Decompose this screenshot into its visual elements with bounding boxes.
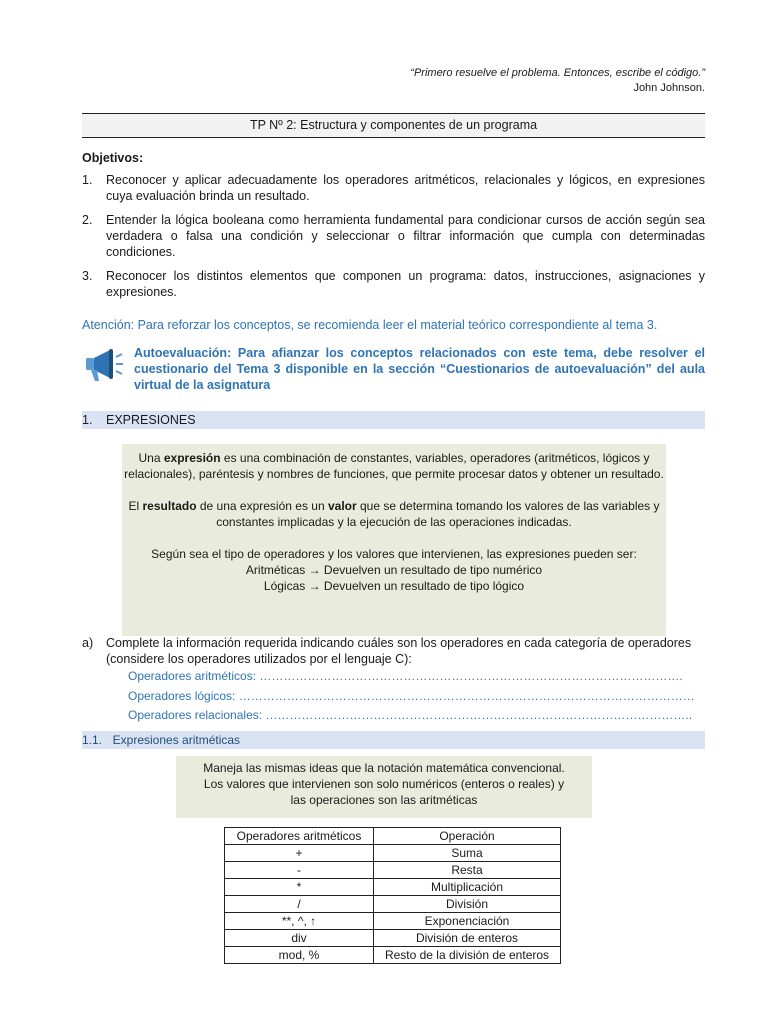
section-number: 1. bbox=[82, 413, 93, 427]
table-cell: mod, % bbox=[225, 947, 374, 964]
table-header-row bbox=[225, 828, 561, 845]
document-title: TP Nº 2: Estructura y componentes de un programa bbox=[82, 113, 705, 138]
question-text: Complete la información requerida indicando cuáles son los operadores en cada categoría de operadores (considere los operadores utilizados por el lenguaje C): bbox=[106, 636, 692, 666]
table-row bbox=[225, 913, 561, 930]
table-cell: **, ^, ↑ bbox=[225, 913, 374, 930]
section-title: EXPRESIONES bbox=[106, 413, 196, 427]
table-row bbox=[225, 896, 561, 913]
text-run: Una bbox=[138, 451, 164, 465]
objectives-list bbox=[82, 172, 705, 308]
answer-line-arithmetic[interactable]: Operadores aritméticos: ……………………………………………………………………………………………. bbox=[128, 669, 683, 683]
table-cell: División bbox=[374, 896, 561, 913]
epigraph-author: John Johnson. bbox=[633, 82, 705, 94]
epigraph bbox=[410, 66, 705, 96]
table-row bbox=[225, 845, 561, 862]
list-text: Reconocer y aplicar adecuadamente los operadores aritméticos, relacionales y lógicos, en expresiones cuya evaluación brinda un resultado. bbox=[106, 173, 705, 203]
table-row bbox=[225, 930, 561, 947]
list-text: Entender la lógica booleana como herramienta fundamental para condicionar cursos de acción según sea verdadera o falsa una condición y seleccionar o filtrar información que cumpla con determinadas condiciones. bbox=[106, 213, 705, 259]
table-row bbox=[225, 947, 561, 964]
bold-term: resultado bbox=[142, 499, 197, 513]
table-cell: Multiplicación bbox=[374, 879, 561, 896]
subsection-heading bbox=[82, 731, 705, 749]
section-heading bbox=[82, 411, 705, 429]
self-evaluation-text: Autoevaluación: Para afianzar los conceptos relacionados con este tema, debe resolver el cuestionario del Tema 3 disponible en la sección “Cuestionarios de autoevaluación” del aula virtual de la asignatura bbox=[134, 346, 705, 392]
arithmetic-info-box bbox=[176, 756, 592, 818]
text-line: Según sea el tipo de operadores y los valores que intervienen, las expresiones pueden ser: bbox=[151, 547, 637, 561]
table-cell: Exponenciación bbox=[374, 913, 561, 930]
table-cell: / bbox=[225, 896, 374, 913]
table-cell: Resta bbox=[374, 862, 561, 879]
megaphone-icon bbox=[82, 345, 134, 393]
table-cell: Resto de la división de enteros bbox=[374, 947, 561, 964]
section-title: Expresiones aritméticas bbox=[112, 733, 241, 747]
definition-paragraph bbox=[122, 450, 666, 482]
text-line: las operaciones son las aritméticas bbox=[290, 793, 478, 807]
table-row bbox=[225, 879, 561, 896]
definition-box bbox=[122, 444, 666, 636]
list-text: Reconocer los distintos elementos que componen un programa: datos, instrucciones, asignaciones y expresiones. bbox=[106, 269, 705, 299]
bold-term: valor bbox=[327, 499, 357, 513]
text-line: Los valores que intervienen son solo numéricos (enteros o reales) y bbox=[203, 777, 565, 791]
objectives-heading: Objetivos: bbox=[82, 151, 144, 165]
operators-table bbox=[224, 827, 561, 964]
column-header: Operación bbox=[374, 828, 561, 845]
table-cell: div bbox=[225, 930, 374, 947]
text-run: de una expresión es un bbox=[196, 499, 328, 513]
text-line: Lógicas → Devuelven un resultado de tipo lógico bbox=[263, 579, 525, 593]
table-cell: - bbox=[225, 862, 374, 879]
list-item bbox=[82, 172, 705, 204]
table-cell: División de enteros bbox=[374, 930, 561, 947]
table-cell: + bbox=[225, 845, 374, 862]
answer-lines bbox=[128, 667, 695, 726]
definition-paragraph bbox=[122, 498, 666, 530]
text-run: es una combinación de constantes, variables, operadores (aritméticos, lógicos y relacionales), paréntesis y nombres de funciones, que permite procesar datos y obtener un resultado. bbox=[124, 451, 664, 481]
list-number: 3. bbox=[82, 269, 93, 283]
text-run: que se determina tomando los valores de las variables y constantes implicadas y la ejecución de las operaciones indicadas. bbox=[216, 499, 660, 529]
table-cell: * bbox=[225, 879, 374, 896]
text-line: Maneja las mismas ideas que la notación matemática convencional. bbox=[203, 761, 565, 775]
list-item bbox=[82, 268, 705, 300]
list-number: 1. bbox=[82, 173, 93, 187]
list-number: 2. bbox=[82, 213, 93, 227]
section-number: 1.1. bbox=[82, 733, 103, 747]
question-number: a) bbox=[82, 636, 94, 650]
answer-line-relational[interactable]: Operadores relacionales: …………………………………………………………………………………………….. bbox=[128, 708, 693, 722]
self-evaluation-note bbox=[82, 345, 705, 393]
question-a bbox=[82, 635, 705, 667]
text-run: El bbox=[128, 499, 143, 513]
bold-term: expresión bbox=[163, 451, 221, 465]
list-item bbox=[82, 212, 705, 260]
definition-paragraph bbox=[122, 546, 666, 594]
table-cell: Suma bbox=[374, 845, 561, 862]
text-line: Aritméticas → Devuelven un resultado de tipo numérico bbox=[245, 563, 543, 577]
table-row bbox=[225, 862, 561, 879]
epigraph-quote: “Primero resuelve el problema. Entonces, escribe el código.” bbox=[410, 67, 705, 79]
column-header: Operadores aritméticos bbox=[225, 828, 374, 845]
answer-line-logical[interactable]: Operadores lógicos: …………………………………………………………………………………………………… bbox=[128, 688, 695, 703]
attention-note: Atención: Para reforzar los conceptos, se recomienda leer el material teórico correspondiente al tema 3. bbox=[82, 318, 658, 332]
